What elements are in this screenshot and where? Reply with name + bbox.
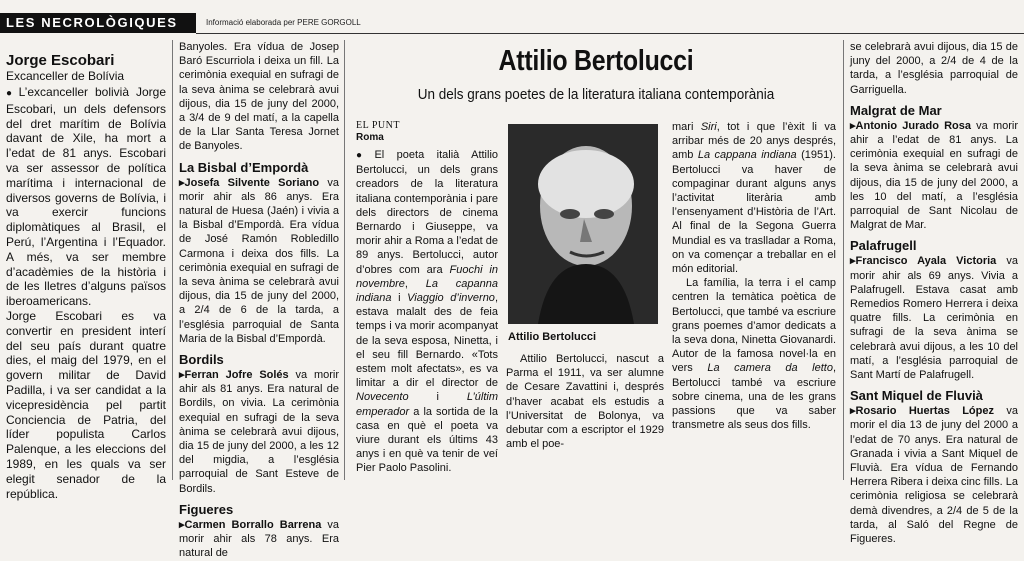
article-column-3	[672, 120, 836, 480]
notice-place: Malgrat de Mar	[850, 102, 942, 118]
obituary-title: Excanceller de Bolívia	[6, 69, 125, 83]
obituary-name: Jorge Escobari	[6, 52, 115, 69]
article-headline: Attilio Bertolucci	[498, 45, 694, 77]
notice-continued: se celebrarà avui dijous, dia 15 de juny del 2000, a 2/4 de 4 de la tarda, a l’església parroquial de Garriguella.	[850, 41, 1018, 96]
article-deck: Un dels grans poetes de la literatura italiana contemporània	[417, 86, 775, 103]
notice-place: Palafrugell	[850, 238, 917, 254]
article-text-1: ● El poeta italià Attilio Bertolucci, un dels grans creadors de la literatura italiana contemporània i pare dels directors de cinema Bernardo i Giuseppe, va morir ahir a Roma a l’edat de 89 anys. Bertolucci, autor d’obres com ara Fuochi in novembre, La capanna indiana i Viaggio d’inverno, estava malalt des de feia temps i va morir acompanyat de la seva esposa, Ninetta, i el seu fill Bernardo. «Tots estem molt afectats», es va limitar a dir el director de Novecento i L’últim emperador a la sortida de la casa en què el poeta va viure durant els últims 43 anys i en què va tenir de veí Pier Paolo Pasolini.	[356, 149, 498, 475]
column-divider	[843, 40, 844, 480]
notice-place: Figueres	[179, 501, 234, 517]
notices-column-left	[179, 40, 339, 560]
article-place: Roma	[356, 132, 384, 143]
arrow-icon: ▸	[850, 119, 856, 132]
notice-entry: ▸Francisco Ayala Victoria va morir ahir als 69 anys. Vivia a Palafrugell. Estava casat amb Remedios Romero Herrera i deixa quatre fills. La cerimònia en sufragi de la seva ànima se celebrarà avui dijous, a les 10 del matí, a l’església parroquial de Sant Martí de Palafrugell.	[850, 255, 1018, 382]
article-column-1	[356, 120, 498, 480]
section-banner	[0, 0, 1024, 34]
section-label: LES NECROLÒGIQUES	[0, 13, 196, 33]
notice-place: La Bisbal d’Empordà	[179, 159, 309, 175]
arrow-icon: ▸	[179, 518, 185, 531]
notice-entry: ▸Carmen Borrallo Barrena va morir ahir als 78 anys. Era natural de	[179, 518, 339, 560]
obituary-text-2: Jorge Escobari es va convertir en president interí del seu país durant quatre dies, el maig del 1979, en el govern militar de David Padilla, i va ser candidat a la vicepresidència pel partit Conciencia de Patria, del líder populista Carlos Palenque, a les eleccions del 1989, en les quals va ser elegit senador de la república.	[6, 308, 166, 501]
article-column-2	[506, 352, 664, 480]
notice-entry: ▸Antonio Jurado Rosa va morir ahir a l’edat de 81 anys. La cerimònia exequial en sufragi de la seva ànima se celebrarà avui dijous, dia 15 de juny del 2000, a les 10 del matí, a l’església parroquial de Sant Nicolau de Malgrat de Mar.	[850, 119, 1018, 232]
bullet-icon: ●	[6, 88, 16, 99]
arrow-icon: ▸	[850, 255, 856, 268]
article-dateline	[356, 120, 498, 144]
obituary-escobari	[6, 40, 166, 501]
photo-caption: Attilio Bertolucci	[508, 331, 597, 343]
article-source: EL PUNT	[356, 120, 400, 131]
arrow-icon: ▸	[179, 369, 185, 382]
notice-entry: ▸Ferran Jofre Solés va morir ahir als 81 anys. Era natural de Bordils, on vivia. La cerimònia exequial en sufragi de la seva ànima se celebrarà avui dijous, dia 15 de juny del 2000, a les 12 del migdia, a l’església parroquial de Sant Esteve de Bordils.	[179, 369, 339, 495]
obituary-text: ● L’excanceller bolivià Jorge Escobari, un dels defensors del dret marítim de Bolívia davant de Xile, ha mort a l’edat de 81 anys. Escobari va ser assessor de política marítima i internacional de diversos governs de Bolívia, i va exercir funcions diplomàtiques al Brasil, el Perú, l’Argentina i l’Equador. A més, va ser membre d’acadèmies de la història i de les lletres d’alguns països iberoamericans.	[6, 85, 166, 309]
banner-rule	[196, 33, 1024, 34]
section-credit: Informació elaborada per PERE GORGOLL	[206, 18, 361, 27]
notice-entry: ▸Rosario Huertas López va morir el dia 13 de juny del 2000 a l’edat de 70 anys. Era natural de Granada i vivia a Sant Miquel de Fluvià. Era vídua de Fernando Herrera Ribera i deixa cinc fills. La cerimònia religiosa se celebrarà demà divendres, a 2/4 de 5 de la tarda, al Saló del Regne de Figueres.	[850, 405, 1018, 546]
portrait-photo	[508, 124, 658, 324]
column-divider	[344, 40, 345, 480]
bullet-icon: ●	[356, 150, 372, 161]
article-text-3: mari Siri, tot i que l’èxit li va arribar més de 20 anys després, amb La cappana indiana (1951). Bertolucci va haver de compaginar durant alguns anys l’activitat literària amb l’ensenyament d’Història de l’Art. Al final de la Segona Guerra Mundial es va traslladar a Roma, on va començar a treballar en el món editorial.	[672, 121, 836, 276]
notice-place: Sant Miquel de Fluvià	[850, 388, 983, 404]
portrait-image	[508, 124, 658, 324]
column-divider	[172, 40, 173, 480]
article-text-4: La família, la terra i el camp centren la temàtica poètica de Bertolucci, que també va escriure grans poemes d’amor dedicats a la seva dona, Ninetta Giovanardi. Autor de la famosa novel·la en vers La camera da letto, Bertolucci també va escriure sobre cinema, una de les grans passions que va saber transmetre als seus dos fills.	[672, 277, 836, 432]
notices-column-right	[850, 40, 1018, 546]
arrow-icon: ▸	[179, 176, 185, 189]
notice-place: Bordils	[179, 352, 224, 368]
article-text-2: Attilio Bertolucci, nascut a Parma el 1911, va ser alumne de Cesare Zavattini i, després d’haver acabat els estudis a l’Universitat de Bolonya, va debutar com a escriptor el 1929 amb el poe-	[506, 353, 664, 451]
notice-continued: Banyoles. Era vídua de Josep Baró Escurriola i deixa un fill. La cerimònia exequial en sufragi de la seva ànima se celebrarà avui dijous, dia 15 de juny del 2000, a 3/4 de 9 del matí, a la capella de la Llar Santa Teresa Jornet de Banyoles.	[179, 41, 339, 153]
arrow-icon: ▸	[850, 405, 856, 418]
notice-entry: ▸Josefa Silvente Soriano va morir ahir als 86 anys. Era natural de Huesa (Jaén) i vivia a la Bisbal d’Empordà. Era vídua de José Ramón Robledillo Carmona i deixa dos fills. La cerimònia exequial en sufragi de la seva ànima se celebrarà avui dijous, dia 15 de juny del 2000, a 2/4 de 6 de la tarda, a l’església parroquial de Santa Maria de la Bisbal d’Empordà.	[179, 176, 339, 345]
